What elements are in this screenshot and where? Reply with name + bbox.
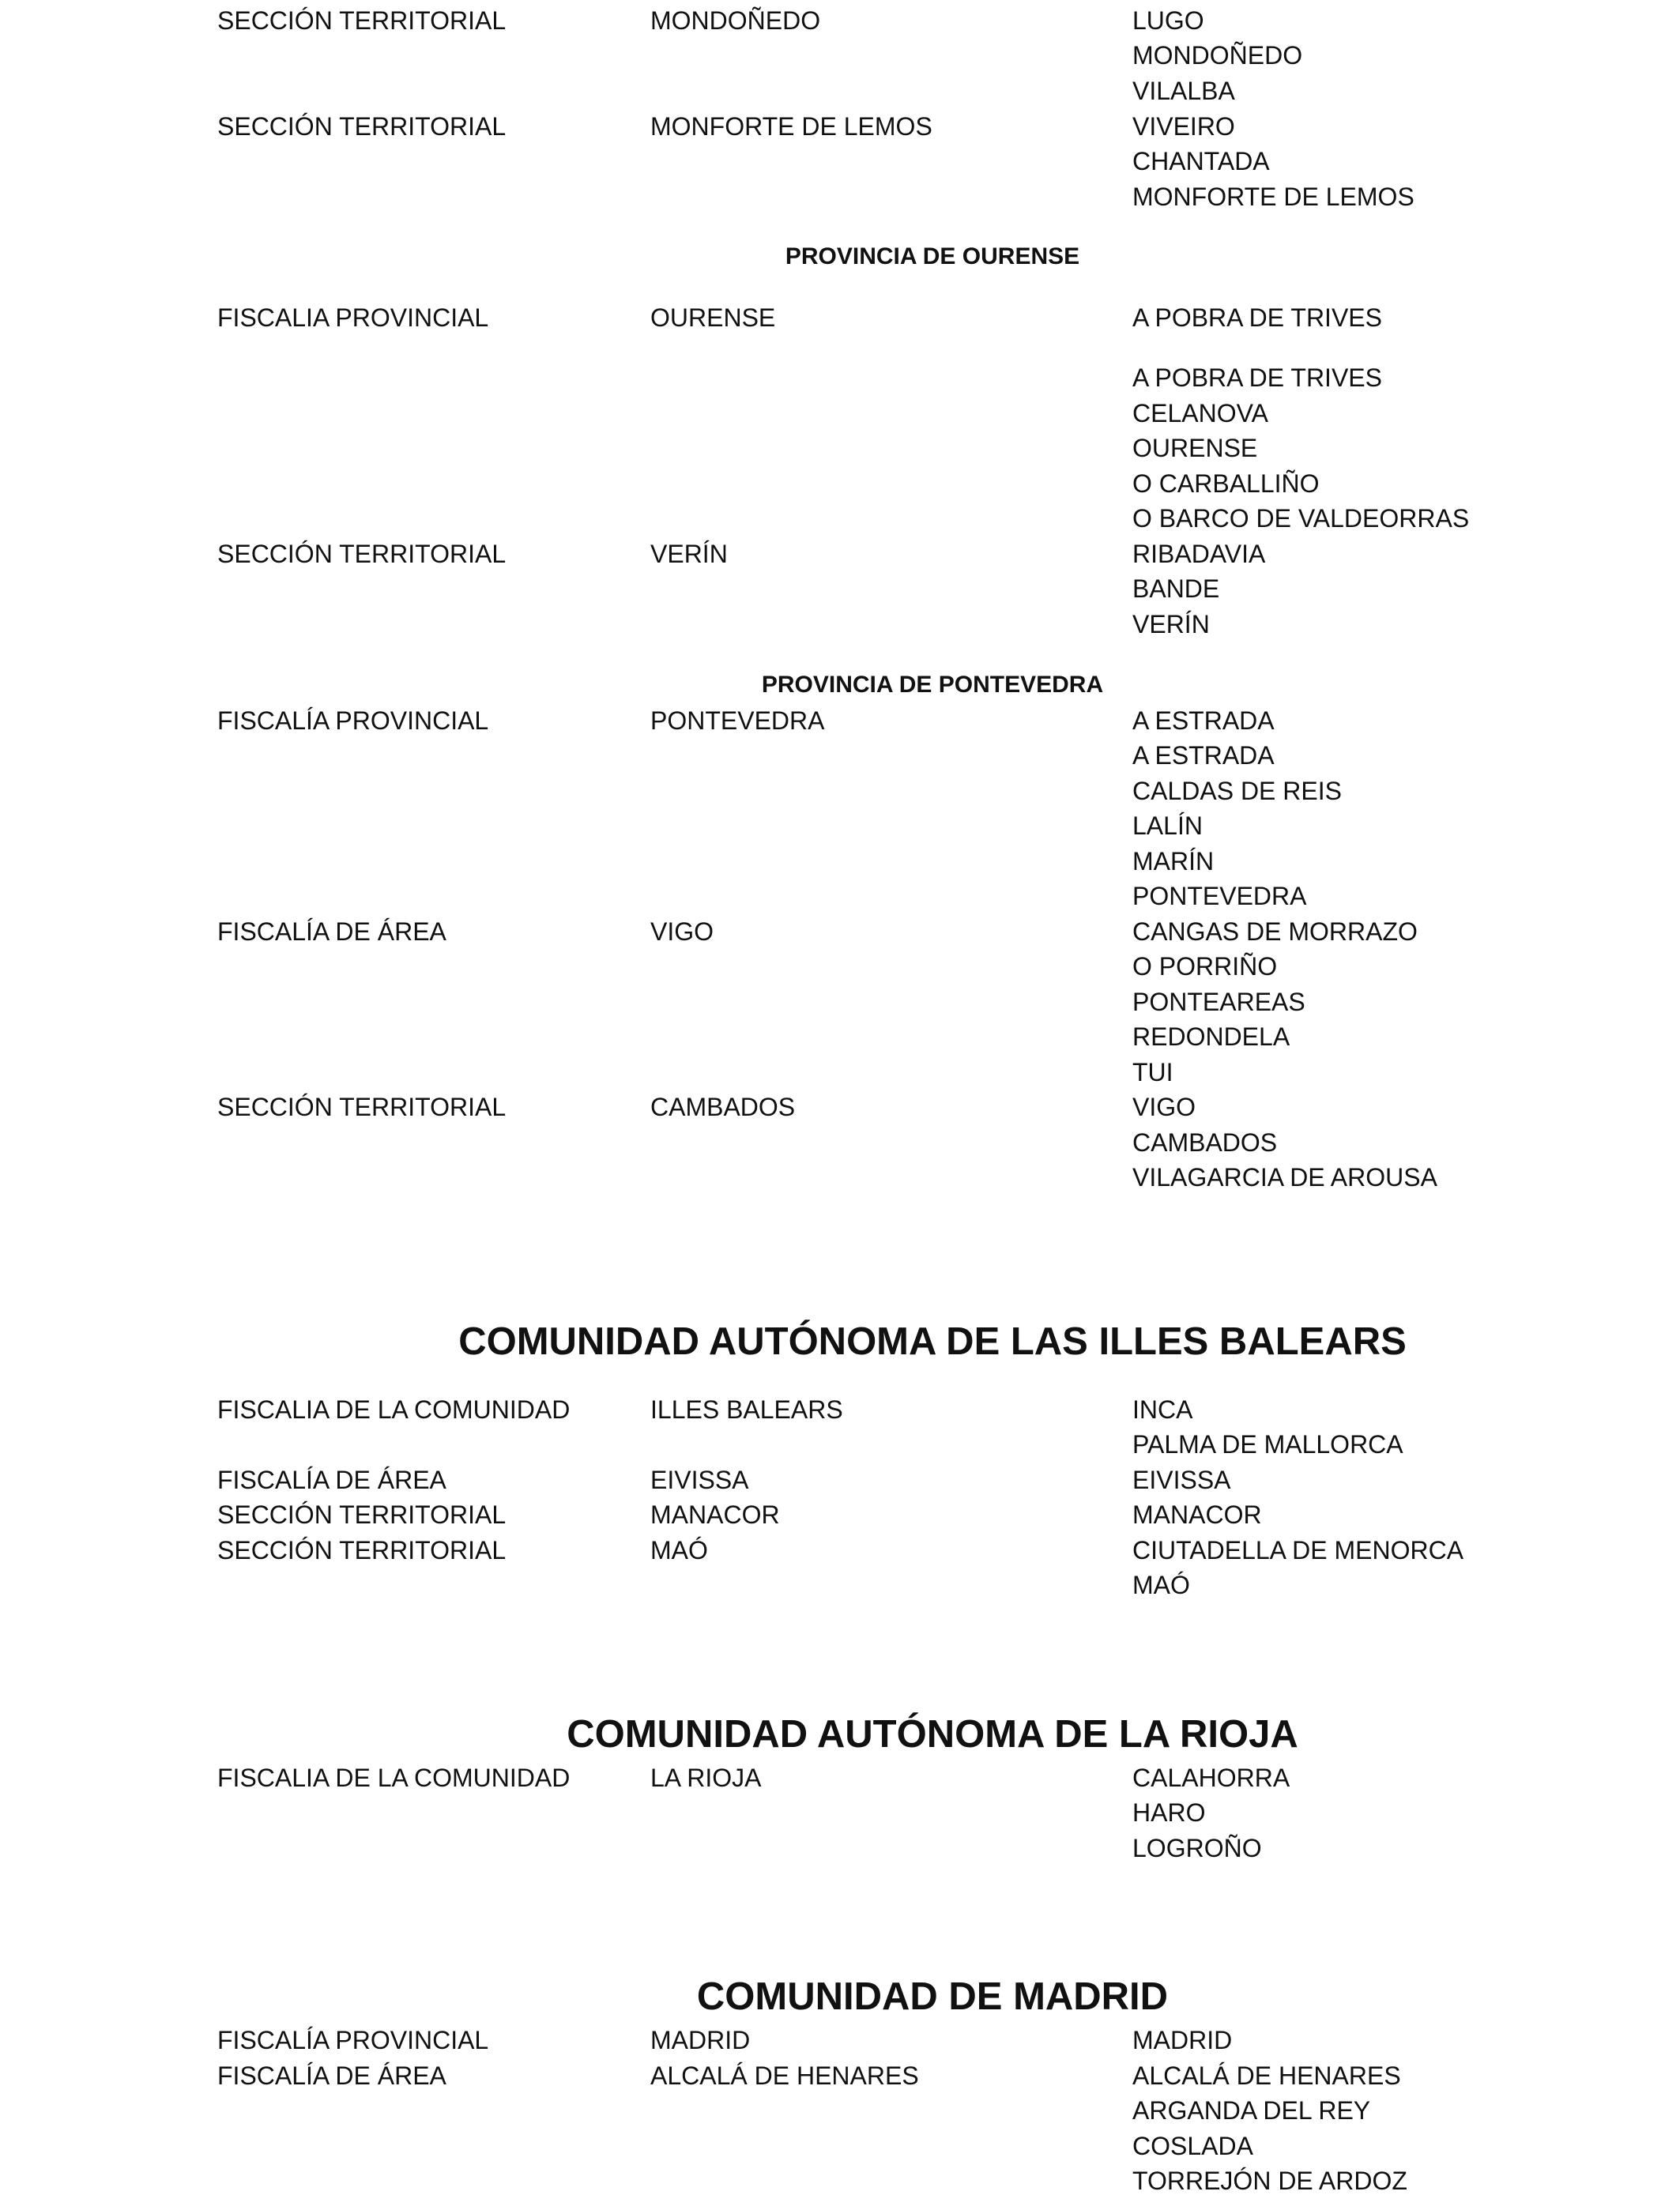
judicial-district: TUI: [1132, 1058, 1173, 1086]
judicial-district: REDONDELA: [1132, 1022, 1290, 1051]
judicial-district: O PORRIÑO: [1132, 952, 1278, 981]
office-type: FISCALIA DE LA COMUNIDAD: [217, 1395, 571, 1424]
judicial-district: MONDOÑEDO: [1132, 41, 1303, 70]
office-type: FISCALÍA PROVINCIAL: [217, 2026, 489, 2054]
judicial-district: ALCALÁ DE HENARES: [1132, 2061, 1401, 2090]
judicial-district: ARGANDA DEL REY: [1132, 2096, 1371, 2125]
province-heading: PROVINCIA DE OURENSE: [785, 243, 1080, 269]
judicial-district: MADRID: [1132, 2026, 1233, 2054]
judicial-district: OURENSE: [1132, 434, 1258, 462]
province-heading: PROVINCIA DE PONTEVEDRA: [761, 672, 1104, 698]
judicial-district: INCA: [1132, 1395, 1193, 1424]
judicial-district: MAÓ: [1132, 1571, 1190, 1599]
community-heading: COMUNIDAD AUTÓNOMA DE LA RIOJA: [567, 1713, 1298, 1756]
office-seat: MONDOÑEDO: [650, 6, 821, 35]
judicial-district: HARO: [1132, 1798, 1206, 1827]
judicial-district: A POBRA DE TRIVES: [1132, 363, 1382, 392]
judicial-district: BANDE: [1132, 574, 1220, 603]
judicial-district: CAMBADOS: [1132, 1128, 1278, 1157]
judicial-district: A ESTRADA: [1132, 706, 1275, 735]
judicial-district: LOGROÑO: [1132, 1834, 1262, 1862]
judicial-district: LUGO: [1132, 6, 1204, 35]
office-seat: VIGO: [650, 917, 714, 946]
office-type: FISCALÍA PROVINCIAL: [217, 706, 489, 735]
judicial-district: CHANTADA: [1132, 147, 1270, 175]
judicial-district: MARÍN: [1132, 847, 1215, 875]
office-seat: VERÍN: [650, 540, 728, 568]
judicial-district: VERÍN: [1132, 610, 1210, 638]
judicial-district: PONTEVEDRA: [1132, 882, 1307, 910]
community-heading: COMUNIDAD AUTÓNOMA DE LAS ILLES BALEARS: [458, 1320, 1407, 1363]
judicial-district: LALÍN: [1132, 811, 1203, 840]
office-type: SECCIÓN TERRITORIAL: [217, 1500, 507, 1529]
judicial-district: O CARBALLIÑO: [1132, 469, 1320, 498]
judicial-district: VILAGARCIA DE AROUSA: [1132, 1163, 1437, 1192]
judicial-district: PONTEAREAS: [1132, 988, 1305, 1016]
judicial-district: EIVISSA: [1132, 1466, 1231, 1494]
office-seat: MONFORTE DE LEMOS: [650, 112, 932, 141]
office-seat: ILLES BALEARS: [650, 1395, 843, 1424]
judicial-district: A POBRA DE TRIVES: [1132, 303, 1382, 332]
judicial-district: CALDAS DE REIS: [1132, 777, 1342, 805]
office-seat: CAMBADOS: [650, 1093, 796, 1121]
office-seat: EIVISSA: [650, 1466, 749, 1494]
office-seat: LA RIOJA: [650, 1764, 762, 1792]
office-seat: ALCALÁ DE HENARES: [650, 2061, 919, 2090]
office-seat: PONTEVEDRA: [650, 706, 825, 735]
office-type: FISCALIA PROVINCIAL: [217, 303, 489, 332]
office-seat: MADRID: [650, 2026, 751, 2054]
office-type: SECCIÓN TERRITORIAL: [217, 6, 507, 35]
community-heading: COMUNIDAD DE MADRID: [696, 1975, 1169, 2018]
judicial-district: TORREJÓN DE ARDOZ: [1132, 2167, 1407, 2195]
judicial-district: MANACOR: [1132, 1500, 1262, 1529]
judicial-district: A ESTRADA: [1132, 741, 1275, 770]
judicial-district: O BARCO DE VALDEORRAS: [1132, 504, 1470, 533]
judicial-district: PALMA DE MALLORCA: [1132, 1430, 1403, 1459]
office-seat: OURENSE: [650, 303, 776, 332]
judicial-district: CALAHORRA: [1132, 1764, 1290, 1792]
judicial-district: VIVEIRO: [1132, 112, 1235, 141]
judicial-district: COSLADA: [1132, 2132, 1253, 2160]
office-type: SECCIÓN TERRITORIAL: [217, 1093, 507, 1121]
judicial-district: RIBADAVIA: [1132, 540, 1266, 568]
office-seat: MANACOR: [650, 1500, 780, 1529]
judicial-district: CELANOVA: [1132, 399, 1268, 427]
judicial-district: CIUTADELLA DE MENORCA: [1132, 1536, 1464, 1564]
office-type: FISCALIA DE LA COMUNIDAD: [217, 1764, 571, 1792]
office-type: SECCIÓN TERRITORIAL: [217, 1536, 507, 1564]
office-seat: MAÓ: [650, 1536, 708, 1564]
office-type: SECCIÓN TERRITORIAL: [217, 540, 507, 568]
office-type: FISCALÍA DE ÁREA: [217, 917, 446, 946]
office-type: SECCIÓN TERRITORIAL: [217, 112, 507, 141]
office-type: FISCALÍA DE ÁREA: [217, 2061, 446, 2090]
office-type: FISCALÍA DE ÁREA: [217, 1466, 446, 1494]
judicial-district: VIGO: [1132, 1093, 1196, 1121]
judicial-district: MONFORTE DE LEMOS: [1132, 183, 1414, 211]
judicial-district: VILALBA: [1132, 77, 1235, 105]
judicial-district: CANGAS DE MORRAZO: [1132, 917, 1418, 946]
